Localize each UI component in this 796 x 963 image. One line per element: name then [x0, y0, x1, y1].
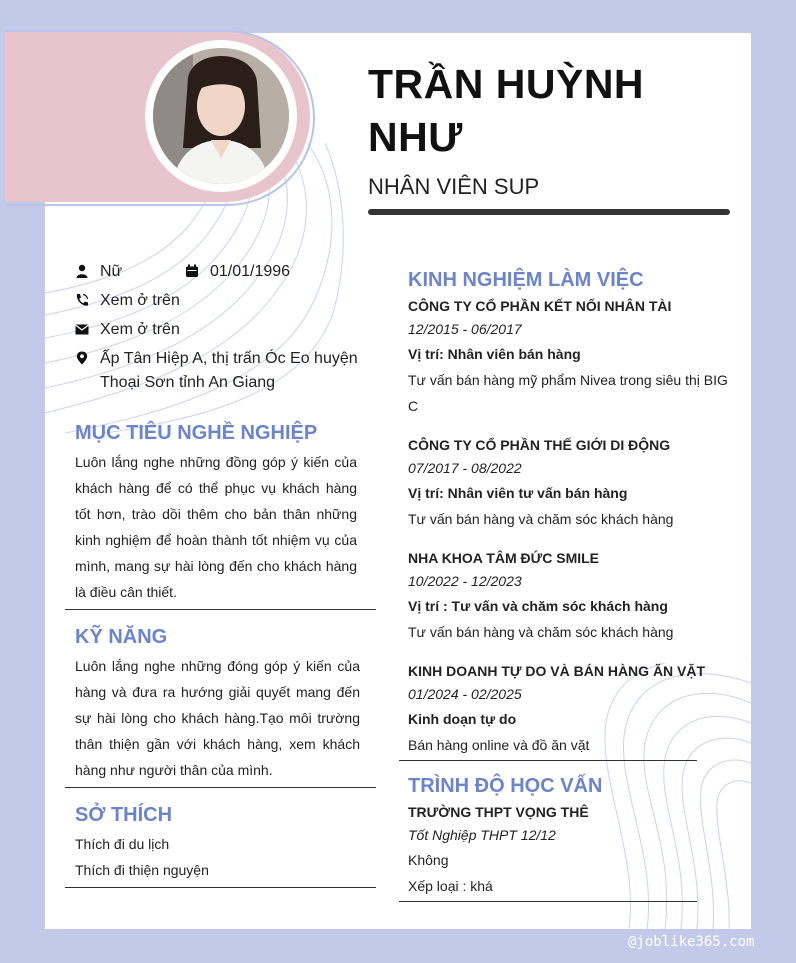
job-description: Tư vấn bán hàng và chăm sóc khách hàng — [408, 511, 674, 527]
divider — [65, 887, 376, 888]
gender-value: Nữ — [100, 263, 123, 280]
hobbies-title: SỞ THÍCH — [75, 804, 173, 826]
birthday-row — [185, 260, 290, 284]
divider — [65, 787, 376, 788]
job-description: Bán hàng online và đồ ăn vặt — [408, 737, 590, 753]
job-entry — [408, 295, 730, 419]
location-pin-icon — [75, 351, 89, 365]
address-row — [75, 347, 360, 395]
company-name: NHA KHOA TÂM ĐỨC SMILE — [408, 550, 600, 566]
calendar-icon — [185, 264, 199, 278]
watermark: @joblike365.com — [628, 934, 755, 950]
education-title: TRÌNH ĐỘ HỌC VẤN — [408, 775, 603, 797]
hobby-item: Thích đi thiện nguyện — [75, 862, 209, 878]
school-name: TRƯỜNG THPT VỌNG THÊ — [408, 804, 589, 820]
job-dates: 12/2015 - 06/2017 — [408, 321, 522, 337]
title-underline — [368, 209, 730, 215]
address-value: Ấp Tân Hiệp A, thị trấn Óc Eo huyện Thoại Sơn tỉnh An Giang — [100, 350, 358, 391]
birthday-value: 01/01/1996 — [210, 263, 291, 280]
experience-title: KINH NGHIỆM LÀM VIỆC — [408, 269, 644, 291]
degree: Tốt Nghiệp THPT 12/12 — [408, 827, 556, 843]
phone-icon — [75, 293, 89, 307]
company-name: CÔNG TY CỔ PHẦN KẾT NỐI NHÂN TÀI — [408, 298, 672, 314]
career-goal-text: Luôn lắng nghe những đồng góp ý kiến của khách hàng để có thể phục vụ khách hàng tốt hơn, trào dồi thêm cho bản thân những kinh nghiệm để hoàn thành tốt nhiệm vụ của mình, mang sự hài lòng đến cho khách hàng là điều cân thiết. — [75, 454, 357, 600]
job-description: Tư vấn bán hàng mỹ phẩm Nivea trong siêu thị BIG C — [408, 372, 728, 414]
job-description: Tư vấn bán hàng và chăm sóc khách hàng — [408, 624, 674, 640]
gender-row — [75, 260, 122, 284]
profile-photo-icon — [153, 48, 289, 184]
email-value: Xem ở trên — [100, 321, 180, 338]
job-dates: 10/2022 - 12/2023 — [408, 573, 522, 589]
phone-value: Xem ở trên — [100, 292, 180, 309]
education-entry — [408, 801, 730, 899]
skills-text: Luôn lắng nghe những đóng góp ý kiến của hàng và đưa ra hướng giải quyết mang đến sự hài lòng cho khách hàng.Tạo môi trường thân thiện gần với khách hàng, xem khách hàng như người thân của mình. — [75, 658, 360, 778]
job-dates: 07/2017 - 08/2022 — [408, 460, 522, 476]
job-entry — [408, 547, 730, 645]
job-role: Vị trí: Nhân viên bán hàng — [408, 346, 581, 362]
email-row — [75, 318, 180, 342]
job-entry — [408, 434, 730, 532]
job-entry — [408, 660, 730, 758]
career-goal-title: MỤC TIÊU NGHỀ NGHIỆP — [75, 422, 318, 444]
divider — [399, 760, 697, 761]
mail-icon — [75, 322, 89, 336]
education-note: Không — [408, 852, 449, 868]
candidate-name: TRẦN HUỲNH NHƯ — [368, 61, 645, 160]
education-grade: Xếp loại : khá — [408, 878, 493, 894]
job-role: Vị trí: Nhân viên tư vấn bán hàng — [408, 485, 628, 501]
job-role: Kinh doạn tự do — [408, 711, 517, 727]
avatar — [153, 48, 289, 184]
divider — [65, 609, 376, 610]
phone-row — [75, 289, 180, 313]
company-name: KINH DOANH TỰ DO VÀ BÁN HÀNG ĂN VẶT — [408, 663, 706, 679]
skills-title: KỸ NĂNG — [75, 626, 168, 648]
hobby-item: Thích đi du lịch — [75, 836, 170, 852]
job-title: NHÂN VIÊN SUP — [368, 174, 540, 199]
company-name: CÔNG TY CỔ PHẦN THẾ GIỚI DI ĐỘNG — [408, 437, 671, 453]
person-icon — [75, 264, 89, 278]
job-dates: 01/2024 - 02/2025 — [408, 686, 522, 702]
job-role: Vị trí : Tư vấn và chăm sóc khách hàng — [408, 598, 668, 614]
divider — [399, 901, 697, 902]
